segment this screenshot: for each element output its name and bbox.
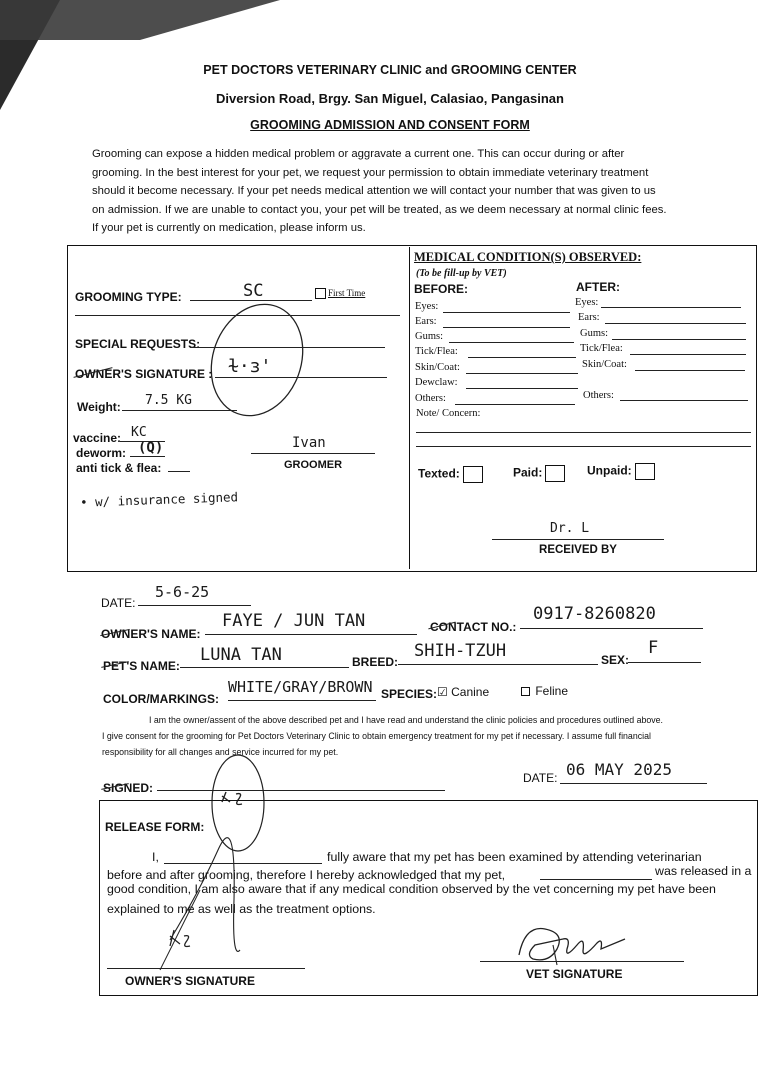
pet-name-value: LUNA TAN <box>200 645 282 665</box>
after-label: AFTER: <box>576 280 620 294</box>
intro-line: Grooming can expose a hidden medical problem or aggravate a current one. This can occur during or after <box>92 148 625 160</box>
after-eyes-field[interactable] <box>601 307 741 308</box>
clinic-name: PET DOCTORS VETERINARY CLINIC and GROOMING CENTER <box>203 63 577 77</box>
pet-name-label: PET'S NAME: <box>103 659 180 673</box>
scan-shadow-edge <box>0 0 280 40</box>
intro-line: grooming. In the best interest for your pet, we request your permission to obtain immediate veterinary treatment <box>92 166 649 179</box>
contact-field[interactable] <box>520 628 703 629</box>
medical-condition-subtitle: (To be fill-up by VET) <box>416 268 507 279</box>
feline-label: Feline <box>535 684 569 698</box>
pet-name-field[interactable] <box>180 667 349 668</box>
release-line-1 <box>152 848 159 867</box>
paid-box[interactable] <box>545 465 565 482</box>
vet-signature-label: VET SIGNATURE <box>526 967 623 981</box>
grooming-type-value: SC <box>243 281 264 301</box>
before-dewclaw-field[interactable] <box>466 388 578 389</box>
before-dewclaw-label: Dewclaw: <box>415 377 458 388</box>
after-gums-label: Gums: <box>580 328 609 339</box>
intro-paragraph <box>92 145 712 238</box>
deworm-label: deworm: <box>76 446 127 460</box>
received-by-value: Dr. L <box>550 521 590 536</box>
before-tick-label: Tick/Flea: <box>415 346 458 357</box>
consent-line: responsibility for all changes and service incurred for my pet. <box>102 747 339 757</box>
breed-value: SHIH-TZUH <box>414 641 507 661</box>
owner-name-value: FAYE / JUN TAN <box>222 611 366 631</box>
release-i-label: I, <box>152 850 159 864</box>
texted-checkbox[interactable] <box>418 466 483 483</box>
consent-line: I give consent for the grooming for Pet Doctors Veterinary Clinic to obtain emergency treatment for my pet if necessary. I assume full financial <box>102 731 651 741</box>
after-ears-label: Ears: <box>578 312 600 323</box>
before-gums-field[interactable] <box>449 342 574 343</box>
release-line-2b: was released in a <box>655 864 752 878</box>
contact-value: 0917-8260820 <box>533 604 656 624</box>
color-field[interactable] <box>228 700 376 701</box>
signed-date-field[interactable] <box>560 783 707 784</box>
before-skin-label: Skin/Coat: <box>415 362 460 373</box>
intro-line: should it become necessary. If your pet needs medical attention we will contact your number that was given to us <box>92 185 656 197</box>
canine-option[interactable] <box>437 685 489 699</box>
before-others-label: Others: <box>415 393 446 404</box>
feline-option[interactable] <box>521 684 568 698</box>
first-time-box[interactable] <box>315 288 326 299</box>
before-label: BEFORE: <box>414 282 468 296</box>
date-label: DATE: <box>101 596 136 610</box>
after-others-label: Others: <box>583 390 614 401</box>
form-title: GROOMING ADMISSION AND CONSENT FORM <box>250 118 530 132</box>
before-eyes-label: Eyes: <box>415 301 439 312</box>
unpaid-label: Unpaid: <box>587 463 632 478</box>
canine-label: Canine <box>451 685 490 699</box>
deworm-value: (Q) <box>138 440 164 456</box>
owner-signature-value: ɫ·ɜ' <box>228 356 272 377</box>
breed-field[interactable] <box>398 664 598 665</box>
consent-line: I am the owner/assent of the above described pet and I have read and understand the clinic policies and procedures outlined above. <box>149 715 663 725</box>
weight-value: 7.5 KG <box>145 393 192 408</box>
owner-signature-bottom-label: OWNER'S SIGNATURE <box>125 974 255 988</box>
handwritten-oval-mark <box>195 300 325 430</box>
vet-signature-scribble <box>505 915 635 975</box>
signed-date-label: DATE: <box>523 771 558 785</box>
texted-box[interactable] <box>463 466 483 483</box>
before-skin-field[interactable] <box>466 373 578 374</box>
owner-name-label: OWNER'S NAME: <box>101 627 201 641</box>
received-by-label: RECEIVED BY <box>539 544 617 556</box>
first-time-checkbox[interactable] <box>315 288 365 299</box>
groomer-name-value: Ivan <box>292 435 326 451</box>
note-concern-label: Note/ Concern: <box>416 408 481 419</box>
after-tick-field[interactable] <box>630 354 746 355</box>
before-gums-label: Gums: <box>415 331 444 342</box>
texted-label: Texted: <box>418 466 460 481</box>
owner-signature-label: OWNER'S SIGNATURE : <box>75 367 213 381</box>
after-skin-label: Skin/Coat: <box>582 359 627 370</box>
weight-label: Weight: <box>77 400 121 414</box>
release-line-3: good condition, I am also aware that if any medical condition observed by the vet concerning my pet have been <box>107 882 716 896</box>
contact-label: CONTACT NO.: <box>430 620 517 634</box>
vaccine-value: KC <box>131 425 147 440</box>
after-tick-label: Tick/Flea: <box>580 343 623 354</box>
groomer-field[interactable] <box>251 453 375 454</box>
owner-signature-bottom-field[interactable] <box>107 968 305 969</box>
medical-condition-title: MEDICAL CONDITION(S) OBSERVED: <box>414 250 642 264</box>
release-line-2a: before and after grooming, therefore I hereby acknowledged that my pet, <box>107 868 506 882</box>
canine-check-icon[interactable]: ☑ <box>437 685 448 699</box>
grooming-type-label: GROOMING TYPE: <box>75 290 182 304</box>
antitick-field[interactable] <box>168 471 190 472</box>
release-line-1-text: fully aware that my pet has been examined by attending veterinarian <box>327 850 702 864</box>
special-requests-label: SPECIAL REQUESTS: <box>75 337 201 351</box>
after-skin-field[interactable] <box>635 370 745 371</box>
release-title: RELEASE FORM: <box>105 820 205 834</box>
species-label: SPECIES: <box>381 687 438 701</box>
release-line-4: explained to me as well as the treatment options. <box>107 902 376 916</box>
before-tick-field[interactable] <box>468 357 576 358</box>
insurance-note: • w/ insurance signed <box>79 489 239 510</box>
note-concern-line-1[interactable] <box>416 432 751 433</box>
date-value: 5-6-25 <box>155 583 210 601</box>
groomer-label: GROOMER <box>283 459 343 471</box>
sex-field[interactable] <box>628 662 701 663</box>
after-eyes-label: Eyes: <box>575 297 599 308</box>
vaccine-label: vaccine: <box>73 431 122 445</box>
before-ears-label: Ears: <box>415 316 437 327</box>
after-gums-field[interactable] <box>612 339 746 340</box>
sex-value: F <box>648 638 659 658</box>
deworm-field[interactable] <box>130 456 165 457</box>
before-ears-field[interactable] <box>443 327 570 328</box>
note-concern-line-2[interactable] <box>416 446 751 447</box>
release-name-field[interactable] <box>164 863 322 864</box>
first-time-label: First Time <box>328 288 366 298</box>
before-eyes-field[interactable] <box>443 312 570 313</box>
clinic-address: Diversion Road, Brgy. San Miguel, Calasiao, Pangasinan <box>216 91 564 106</box>
feline-box[interactable] <box>521 687 530 696</box>
color-value: WHITE/GRAY/BROWN <box>228 678 373 696</box>
owner-name-field[interactable] <box>205 634 417 635</box>
box-divider <box>409 247 410 569</box>
unpaid-checkbox[interactable] <box>587 463 655 480</box>
unpaid-box[interactable] <box>635 463 655 480</box>
breed-label: BREED: <box>352 655 399 669</box>
color-label: COLOR/MARKINGS: <box>103 692 219 706</box>
intro-line: If your pet is currently on medication, please inform us. <box>92 222 366 234</box>
after-ears-field[interactable] <box>605 323 746 324</box>
vet-signature-field[interactable] <box>480 961 684 962</box>
signed-label: SIGNED: <box>103 781 154 795</box>
antitick-label: anti tick & flea: <box>76 461 162 475</box>
sex-label: SEX: <box>601 653 630 667</box>
signed-date-value: 06 MAY 2025 <box>566 760 672 779</box>
before-others-field[interactable] <box>455 404 575 405</box>
received-by-field[interactable] <box>492 539 664 540</box>
date-field[interactable] <box>138 605 251 606</box>
intro-line: on admission. If we are unable to contact you, your pet will be treated, as we deem necessary at normal clinic fees. <box>92 203 667 216</box>
paid-checkbox[interactable] <box>513 465 565 482</box>
after-others-field[interactable] <box>620 400 748 401</box>
paid-label: Paid: <box>513 465 543 480</box>
